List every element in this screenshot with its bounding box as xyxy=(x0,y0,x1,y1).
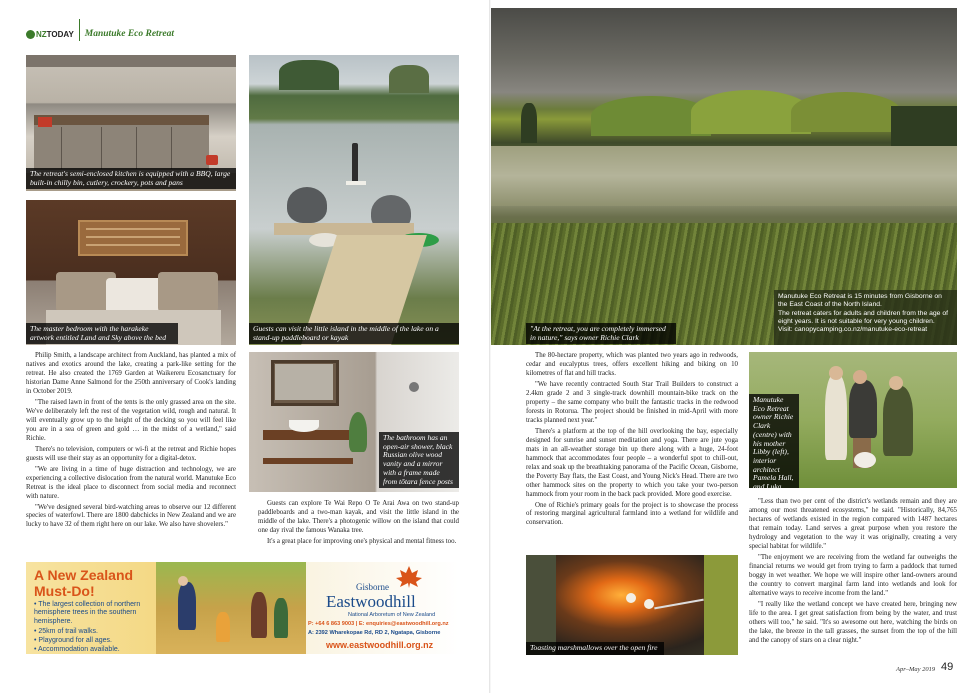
bedroom-caption: The master bedroom with the harakeke artwork entitled Land and Sky above the bed xyxy=(26,323,178,344)
ad-website-link[interactable]: www.eastwoodhill.org.nz xyxy=(326,640,434,650)
paragraph: Guests can explore Te Wai Repo O Te Arai Awa on two stand-up paddleboards and a two-man kayak, and visit the little island in the middle of the lake. There's a photogenic willow on the island that could one day rival the famous Wanaka tree. xyxy=(258,500,459,534)
paragraph: There's a platform at the top of the hill overlooking the bay, especially designed for sunrise and sunset meditation and yoga. There are jute yoga mats in an all-weather storage bin up there along with a huge, 24-foot hammock that accommodates four people – a wonderful spot to chill-out, relax and soak up the breathtaking panorama of the Pacific Ocean, Gisborne, the Poverty Bay flats, the East Coast, and Young Nick's Head. There are two other hammock sites on the property to which you take your two-person hammock from your room in the back pack provided. More good exercise. xyxy=(526,427,738,498)
ad-bullet: • The largest collection of northern hemisphere trees in the southern hemisphere. xyxy=(34,601,141,625)
page-number: 49 xyxy=(941,661,954,673)
paragraph: There's no television, computers or wi-fi at the retreat and Richie hopes guests will use their stay as an opportunity for a digital-detox. xyxy=(26,445,236,462)
issue-date: Apr–May 2019 xyxy=(896,666,936,673)
paragraph: "The enjoyment we are receiving from the wetland far outweighs the financial returns we would get from trying to farm a paddock that turned boggy in wet weather. We hope we will inspire other land-owners around the country to convert marginal farm land into wetlands and look for alternative ways to receive income from the land." xyxy=(749,553,957,597)
section-header xyxy=(26,27,174,41)
logo-nz: NZ xyxy=(36,29,47,39)
ad-brand-top: Gisborne xyxy=(356,582,389,592)
eastwoodhill-advertisement[interactable] xyxy=(26,562,459,654)
ad-address: A: 2392 Wharekopae Rd, RD 2, Ngatapa, Gisborne xyxy=(308,630,441,636)
magazine-logo-icon xyxy=(26,30,35,39)
ad-bullet: • Playground for all ages. xyxy=(34,637,112,644)
ad-headline-1: A New Zealand xyxy=(34,567,134,583)
ad-maple-leaf-icon xyxy=(396,566,422,588)
ad-brand-sub: National Arboretum of New Zealand xyxy=(348,612,436,618)
paragraph: It's a great place for improving one's physical and mental fitness too. xyxy=(267,537,457,545)
paragraph: "We've designed several bird-watching areas to observe our 12 different species of waterfowl. There are 1800 dabchicks in New Zealand and we are lucky to have 32 of them right here on our lake. We also have shovelers." xyxy=(26,503,236,529)
paragraph: "We have recently contracted South Star Trail Builders to construct a 2.4km grade 2 and 3 single-track downhill mountain-bike track on the property – the same company who built the fantastic tracks in the redwood forests in Rotorua. The project should be finished in mid-April with more tracks planned next year." xyxy=(526,380,738,424)
right-article-column-1 xyxy=(526,352,738,552)
paragraph: One of Richie's primary goals for the project is to showcase the process of restoring marginal agricultural farmland into a wetland for wildlife and conservation. xyxy=(526,501,738,527)
ad-headline-2: Must-Do! xyxy=(34,583,95,599)
paragraph: "The raised lawn in front of the tents is the only grassed area on the site. We've deliberately left the rest of the vegetation wild, rough and natural. It will eventually grow up to the height of the decking so you will feel like you are in a sea of green and gold … in the midst of a wetland," said Richie. xyxy=(26,398,236,442)
campfire-photo xyxy=(526,555,738,655)
paragraph: The 80-hectare property, which was planted two years ago in redwoods, cedar and eucalyptus trees, offers excellent hiking and biking on 10 kilometres of flat and hill tracks. xyxy=(526,352,738,377)
lake-jetty-photo xyxy=(249,55,459,345)
logo-today: TODAY xyxy=(46,29,74,39)
lake-caption: Guests can visit the little island in the middle of the lake on a stand-up paddleboard or kayak xyxy=(249,323,459,344)
fire-caption: Toasting marshmallows over the open fire xyxy=(526,642,664,655)
paragraph: "We are living in a time of huge distraction and technology, we are experiencing a collective dislocation from the natural world. Manutuke Eco Retreat is the ideal place to disconnect from social media and reconnect with nature. xyxy=(26,465,236,500)
left-article-column-2 xyxy=(258,500,459,555)
bathroom-caption: The bathroom has an open-air shower, black Russian olive wood vanity and a mirror with a frame made from tōtara fence posts xyxy=(379,432,459,488)
ad-family-photo xyxy=(156,562,306,654)
ad-bullet: • 25km of trail walks. xyxy=(34,628,98,635)
ad-brand-name: Eastwoodhill xyxy=(326,592,416,611)
ad-bullet: • Accommodation available. xyxy=(34,646,120,653)
left-article-column-1 xyxy=(26,352,236,557)
paragraph: "I really like the wetland concept we have created here, bringing new life to the area. I get great satisfaction from being by the water, and trust others will too," he said. "It's so awesome out here, watching the birds on the lake, the breeze in the tall grasses, the sunset from the top of the hill and the canopy of stars on a clear night." xyxy=(749,600,957,644)
landscape-caption: "At the retreat, you are completely immersed in nature," says owner Richie Clark xyxy=(526,323,676,344)
section-title: Manutuke Eco Retreat xyxy=(84,29,174,39)
right-article-column-2 xyxy=(749,498,957,656)
paragraph: "Less than two per cent of the district's wetlands remain and they are among our most threatened ecosystems," he said. "Historically, 84,765 hectares of wetlands existed in the region compared with 1487 hectares that remain today. Land serves a great purpose when you restore the hydrology and vegetation to the way it was originally, creating a very special habitat for wildlife." xyxy=(749,498,957,550)
kitchen-caption: The retreat's semi-enclosed kitchen is equipped with a BBQ, large built-in chilly bin, cutlery, crockery, pots and pans xyxy=(26,168,236,189)
ad-contact-phone[interactable]: P: +64 6 863 9003 | E: enquiries@eastwoodhill.org.nz xyxy=(308,621,449,627)
paragraph: Philip Smith, a landscape architect from Auckland, has planted a mix of natives and exotics around the lake, creating a park-like setting for the retreat. He also created the 1769 Garden at Waikereru Ecosanctuary for historian Dame Anne Salmond for the 250th anniversary of Cook's landing in October 2019. xyxy=(26,352,236,395)
info-location: Manutuke Eco Retreat is 15 minutes from Gisborne on the East Coast of the North Island. xyxy=(778,293,942,309)
info-box xyxy=(774,290,957,345)
header-divider xyxy=(79,19,80,41)
info-age-policy: The retreat caters for adults and children from the age of eight years. It is not suitable for very young children. xyxy=(778,309,949,325)
owners-caption: Manutuke Eco Retreat owner Richie Clark (centre) with his mother Libby (left), interior architect Pamela Hall, and Luka xyxy=(749,394,799,488)
info-website-link[interactable]: Visit: canopycamping.co.nz/manutuke-eco-retreat xyxy=(778,326,928,334)
